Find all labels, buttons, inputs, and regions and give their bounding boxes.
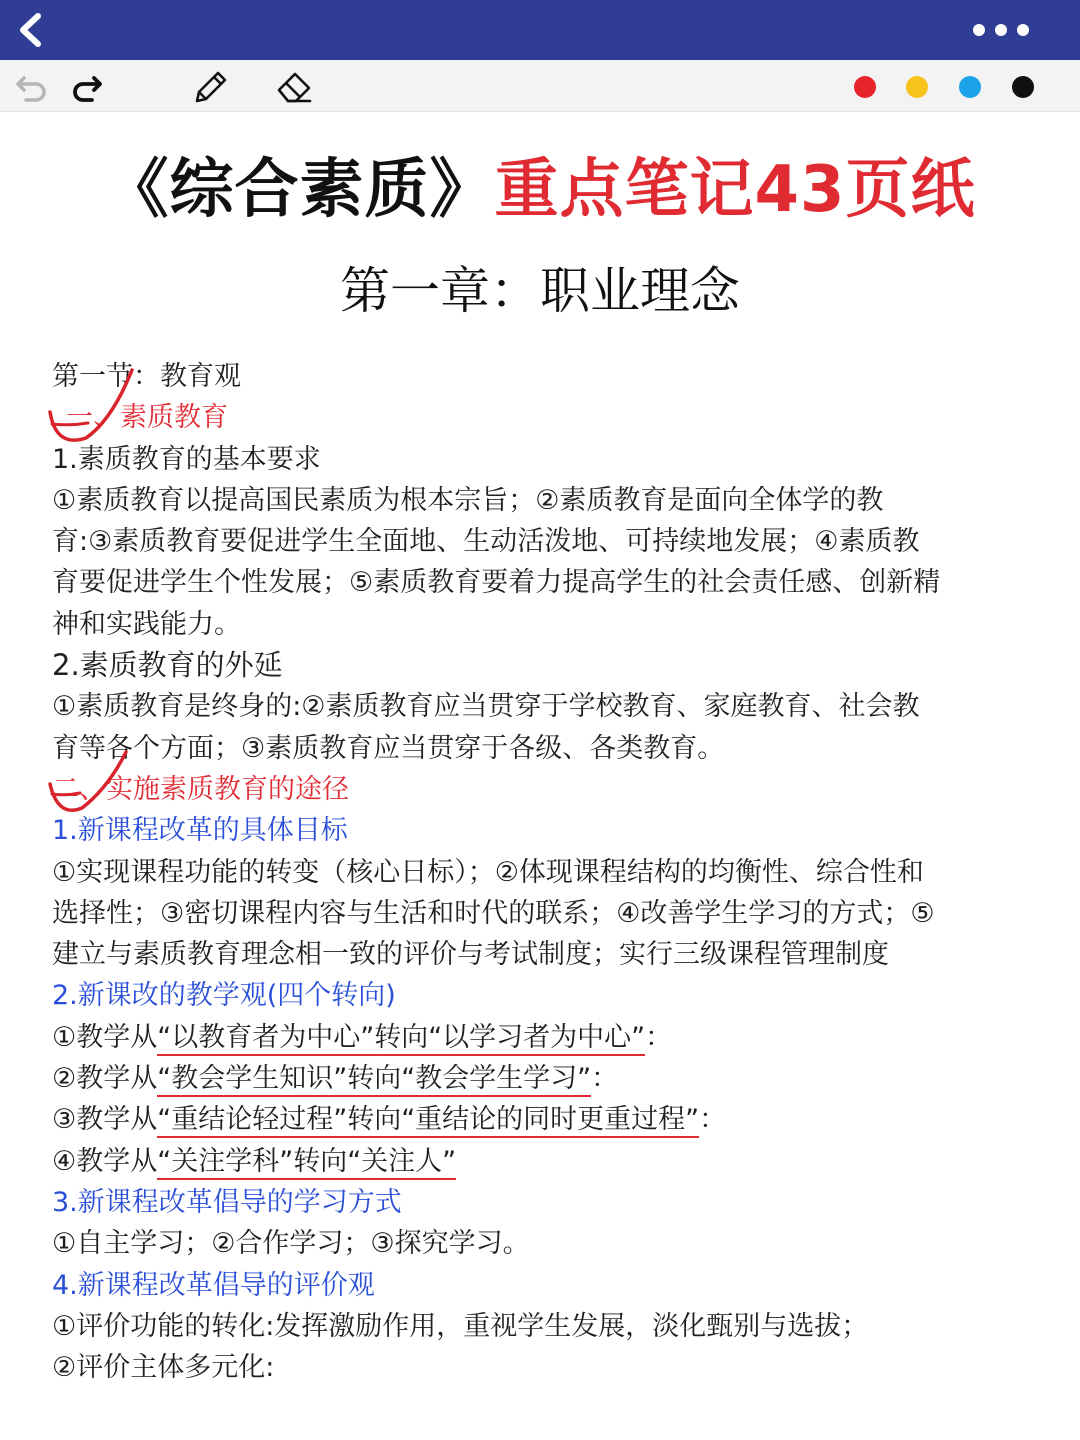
yellow-pen-color-swatch[interactable] — [906, 76, 928, 98]
topic-heading-blue: 2.新课改的教学观(四个转向) — [52, 980, 396, 1012]
note-body — [52, 356, 1042, 1388]
redo-button[interactable] — [68, 66, 108, 106]
eraser-icon — [274, 66, 314, 106]
line-suffix: ： — [645, 1021, 673, 1053]
line-suffix: ： — [591, 1063, 619, 1095]
teaching-shift-line — [52, 1017, 1042, 1058]
body-text-line: ①评价功能的转化:发挥激励作用，重视学生发展，淡化甄别与选拔； — [52, 1310, 869, 1342]
subsection-heading-red: 一、素质教育 — [66, 402, 228, 434]
underlined-phrase: “重结论轻过程”转向“重结论的同时更重过程” — [157, 1104, 699, 1138]
pencil-icon — [190, 66, 230, 106]
topic-heading: 1.素质教育的基本要求 — [52, 443, 321, 475]
title-part-red: 重点笔记43页纸 — [494, 153, 976, 227]
body-text-line: ①实现课程功能的转变（核心日标）；②体现课程结构的均衡性、综合性和 — [52, 856, 924, 888]
note-page — [0, 112, 1080, 1440]
teaching-shift-line — [52, 1099, 1042, 1140]
undo-icon — [12, 66, 52, 106]
red-pen-color-swatch[interactable] — [854, 76, 876, 98]
underlined-phrase: “以教育者为中心”转向“以学习者为中心” — [157, 1022, 645, 1056]
body-text-line: 神和实践能力。 — [52, 608, 241, 640]
body-text-line: ①自主学习；②合作学习；③探究学习。 — [52, 1228, 530, 1260]
chevron-left-icon — [10, 8, 54, 52]
teaching-shift-line — [52, 1058, 1042, 1099]
line-prefix: ②教学从 — [52, 1063, 158, 1095]
blue-pen-color-swatch[interactable] — [959, 76, 981, 98]
topic-heading-blue: 4.新课程改革倡导的评价观 — [52, 1269, 375, 1301]
page-title — [0, 152, 1080, 228]
subsection-heading-red: 二、实施素质教育的途径 — [52, 773, 349, 805]
section-heading: 第一节：教育观 — [52, 361, 241, 392]
annotation-toolbar — [0, 60, 1080, 112]
line-prefix: ④教学从 — [52, 1145, 158, 1177]
chapter-heading: 第一章：职业理念 — [340, 262, 740, 320]
body-text-line: 育等各个方面；③素质教育应当贯穿于各级、各类教育。 — [52, 732, 725, 764]
black-pen-color-swatch[interactable] — [1012, 76, 1034, 98]
topic-heading: 2.素质教育的外延 — [52, 648, 283, 683]
body-text-line: 建立与素质教育理念相一致的评价与考试制度；实行三级课程管理制度 — [52, 939, 889, 971]
body-text-line: ②评价主体多元化: — [52, 1352, 275, 1384]
line-suffix: ： — [699, 1104, 727, 1136]
top-app-bar — [0, 0, 1080, 60]
back-button[interactable] — [10, 8, 54, 52]
topic-heading-blue: 1.新课程改革的具体目标 — [52, 815, 348, 847]
title-part-black: 《综合素质》 — [104, 153, 495, 227]
teaching-shift-line — [52, 1141, 1042, 1182]
eraser-tool-button[interactable] — [274, 66, 314, 106]
body-text-line: 选择性；③密切课程内容与生活和时代的联系；④改善学生学习的方式；⑤ — [52, 897, 935, 929]
undo-button[interactable] — [12, 66, 52, 106]
more-dots-icon — [970, 12, 1040, 48]
more-options-button[interactable] — [970, 12, 1040, 48]
underlined-phrase: “关注学科”转向“关注人” — [157, 1146, 456, 1180]
body-text-line: 育:③素质教育要促进学生全面地、生动活泼地、可持续地发展；④素质教 — [52, 526, 920, 558]
body-text-line: ①素质教育是终身的:②素质教育应当贯穿于学校教育、家庭教育、社会教 — [52, 691, 920, 723]
topic-heading-blue: 3.新课程改革倡导的学习方式 — [52, 1186, 402, 1218]
pen-tool-button[interactable] — [190, 66, 230, 106]
underlined-phrase: “教会学生知识”转向“教会学生学习” — [157, 1063, 591, 1097]
body-text-line: 育要促进学生个性发展；⑤素质教育要着力提高学生的社会责任感、创新精 — [52, 567, 941, 599]
line-prefix: ①教学从 — [52, 1021, 158, 1053]
line-prefix: ③教学从 — [52, 1104, 158, 1136]
redo-icon — [68, 66, 108, 106]
body-text-line: ①素质教育以提高国民素质为根本宗旨；②素质教育是面向全体学的教 — [52, 484, 884, 516]
